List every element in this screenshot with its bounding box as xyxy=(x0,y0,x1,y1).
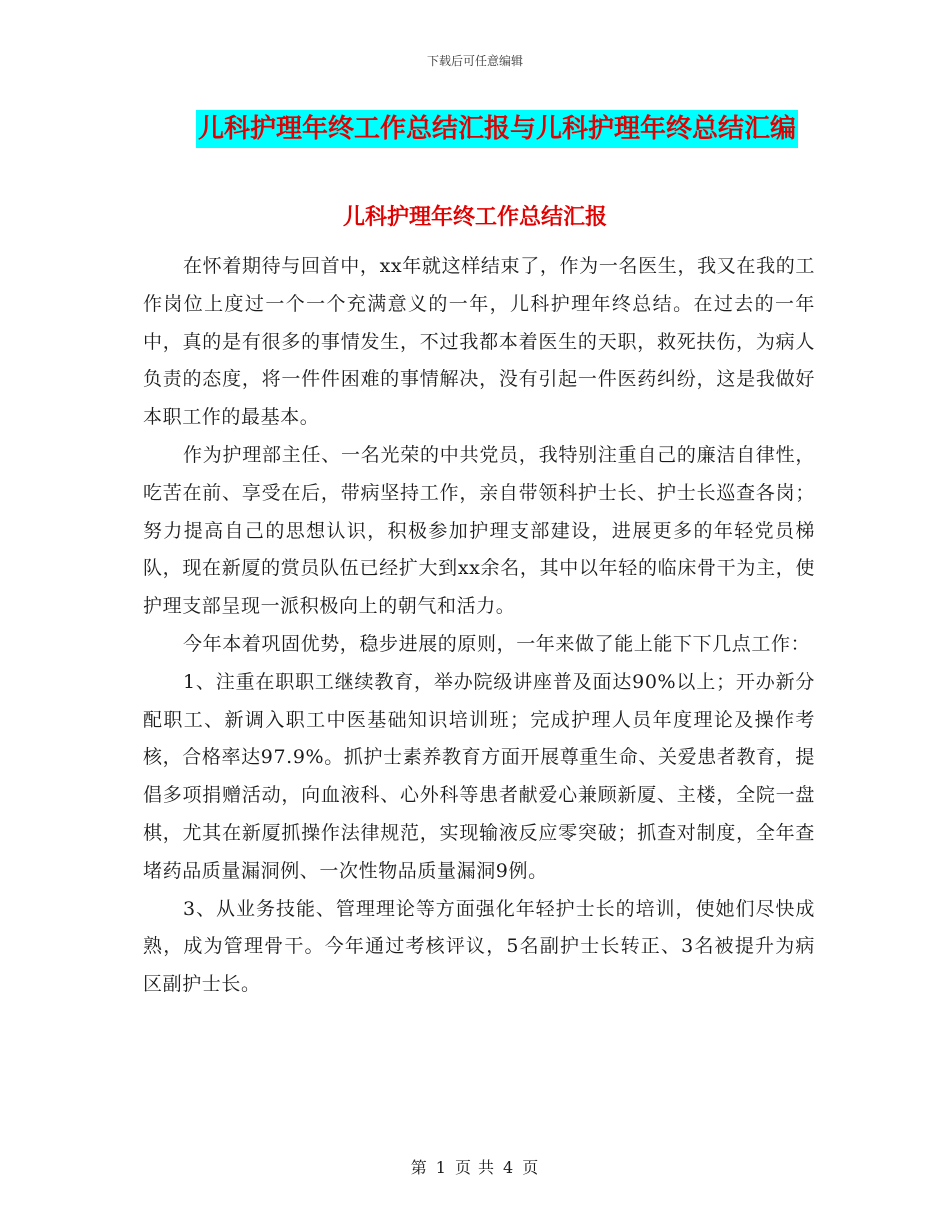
page-header-note: 下载后可任意编辑 xyxy=(426,54,523,68)
paragraph: 1、注重在职职工继续教育，举办院级讲座普及面达90%以上；开办新分配职工、新调入职工中医基础知识培训班；完成护理人员年度理论及操作考核，合格率达97.9%。抓护士素养教育方面开展尊重生命、关爱患者教育，提倡多项捐赠活动，向血液科、心外科等患者献爱心兼顾新厦、主楼，全院一盘棋，尤其在新厦抓操作法律规范，实现输液反应零突破；抓查对制度，全年查堵药品质量漏洞例、一次性物品质量漏洞9例。 xyxy=(143,670,815,882)
body-text xyxy=(143,248,815,1004)
footer-label-page: 第 xyxy=(410,1158,428,1177)
paragraph: 在怀着期待与回首中，xx年就这样结束了，作为一名医生，我又在我的工作岗位上度过一个一个充满意义的一年，儿科护理年终总结。在过去的一年中，真的是有很多的事情发生，不过我都本着医生的天职，救死扶伤，为病人负责的态度，将一件件困难的事情解决，没有引起一件医药纠纷，这是我做好本职工作的最基本。 xyxy=(143,255,815,429)
paragraph: 3、从业务技能、管理理论等方面强化年轻护士长的培训，使她们尽快成熟，成为管理骨干。今年通过考核评议，5名副护士长转正、3名被提升为病区副护士长。 xyxy=(143,897,815,996)
paragraph: 作为护理部主任、一名光荣的中共党员，我特别注重自己的廉洁自律性，吃苦在前、享受在后，带病坚持工作，亲自带领科护士长、护士长巡查各岗；努力提高自己的思想认识，积极参加护理支部建设，进展更多的年轻党员梯队，现在新厦的赏员队伍已经扩大到xx余名，其中以年轻的临床骨干为主，使护理支部呈现一派积极向上的朝气和活力。 xyxy=(143,443,815,618)
paragraph: 今年本着巩固优势，稳步进展的原则，一年来做了能上能下下几点工作： xyxy=(183,632,811,655)
page-number: 1 xyxy=(435,1158,447,1177)
footer-label-of: 页 共 xyxy=(454,1158,496,1177)
page-total: 4 xyxy=(503,1158,515,1177)
section-title: 儿科护理年终工作总结汇报 xyxy=(342,204,607,230)
page-footer xyxy=(0,1155,950,1178)
main-title-container xyxy=(0,110,950,148)
footer-label-end: 页 xyxy=(522,1158,540,1177)
main-title: 儿科护理年终工作总结汇报与儿科护理年终总结汇编 xyxy=(196,110,798,148)
